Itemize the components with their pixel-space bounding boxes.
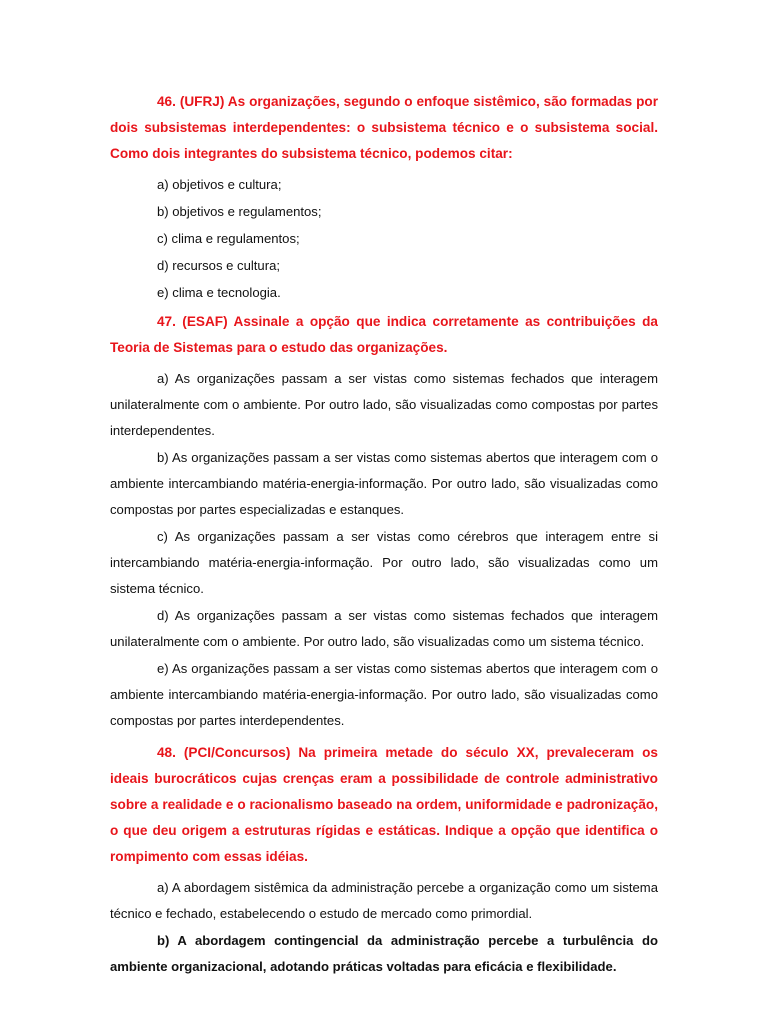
question-46-text: As organizações, segundo o enfoque sistêmico, são formadas por dois subsistemas interdependentes: o subsistema técnico e o subsistema social. Como dois integrantes do subsistema técnico, podemos citar: [110, 94, 658, 161]
question-48 [110, 740, 658, 870]
question-46-option-d: d) recursos e cultura; [157, 258, 280, 273]
document-content [110, 89, 658, 981]
question-46-option-c: c) clima e regulamentos; [157, 231, 300, 246]
question-46-option-e: e) clima e tecnologia. [157, 285, 281, 300]
question-47-option-c: c) As organizações passam a ser vistas como cérebros que interagem entre si intercambiando matéria-energia-informação. Por outro lado, são visualizadas como um sistema técnico. [110, 529, 658, 596]
question-46-option-b: b) objetivos e regulamentos; [157, 204, 322, 219]
question-47-option-e: e) As organizações passam a ser vistas como sistemas abertos que interagem com o ambiente intercambiando matéria-energia-informação. Por outro lado, são visualizadas como compostas por partes interdependentes. [110, 661, 658, 728]
question-48-header: 48. (PCI/Concursos) [157, 745, 291, 760]
question-47 [110, 309, 658, 361]
question-47-text: Assinale a opção que indica corretamente as contribuições da Teoria de Sistemas para o estudo das organizações. [110, 314, 658, 355]
question-48-option-a: a) A abordagem sistêmica da administração percebe a organização como um sistema técnico e fechado, estabelecendo o estudo de mercado como primordial. [110, 880, 658, 921]
question-48-text: Na primeira metade do século XX, prevaleceram os ideais burocráticos cujas crenças eram a possibilidade de controle administrativo sobre a realidade e o racionalismo baseado na ordem, uniformidade e padronização, o que deu origem a estruturas rígidas e estáticas. Indique a opção que identifica o rompimento com essas idéias. [110, 745, 658, 864]
question-47-option-a: a) As organizações passam a ser vistas como sistemas fechados que interagem unilateralmente com o ambiente. Por outro lado, são visualizadas como compostas por partes interdependentes. [110, 371, 658, 438]
question-46-header: 46. (UFRJ) [157, 94, 225, 109]
question-47-header: 47. (ESAF) [157, 314, 228, 329]
question-46 [110, 89, 658, 167]
question-47-option-d: d) As organizações passam a ser vistas como sistemas fechados que interagem unilateralmente com o ambiente. Por outro lado, são visualizadas como um sistema técnico. [110, 608, 658, 649]
question-47-option-b: b) As organizações passam a ser vistas como sistemas abertos que interagem com o ambiente intercambiando matéria-energia-informação. Por outro lado, são visualizadas como compostas por partes especializadas e estanques. [110, 450, 658, 517]
question-48-option-b: b) A abordagem contingencial da administração percebe a turbulência do ambiente organizacional, adotando práticas voltadas para eficácia e flexibilidade. [110, 933, 658, 974]
question-46-option-a: a) objetivos e cultura; [157, 177, 282, 192]
